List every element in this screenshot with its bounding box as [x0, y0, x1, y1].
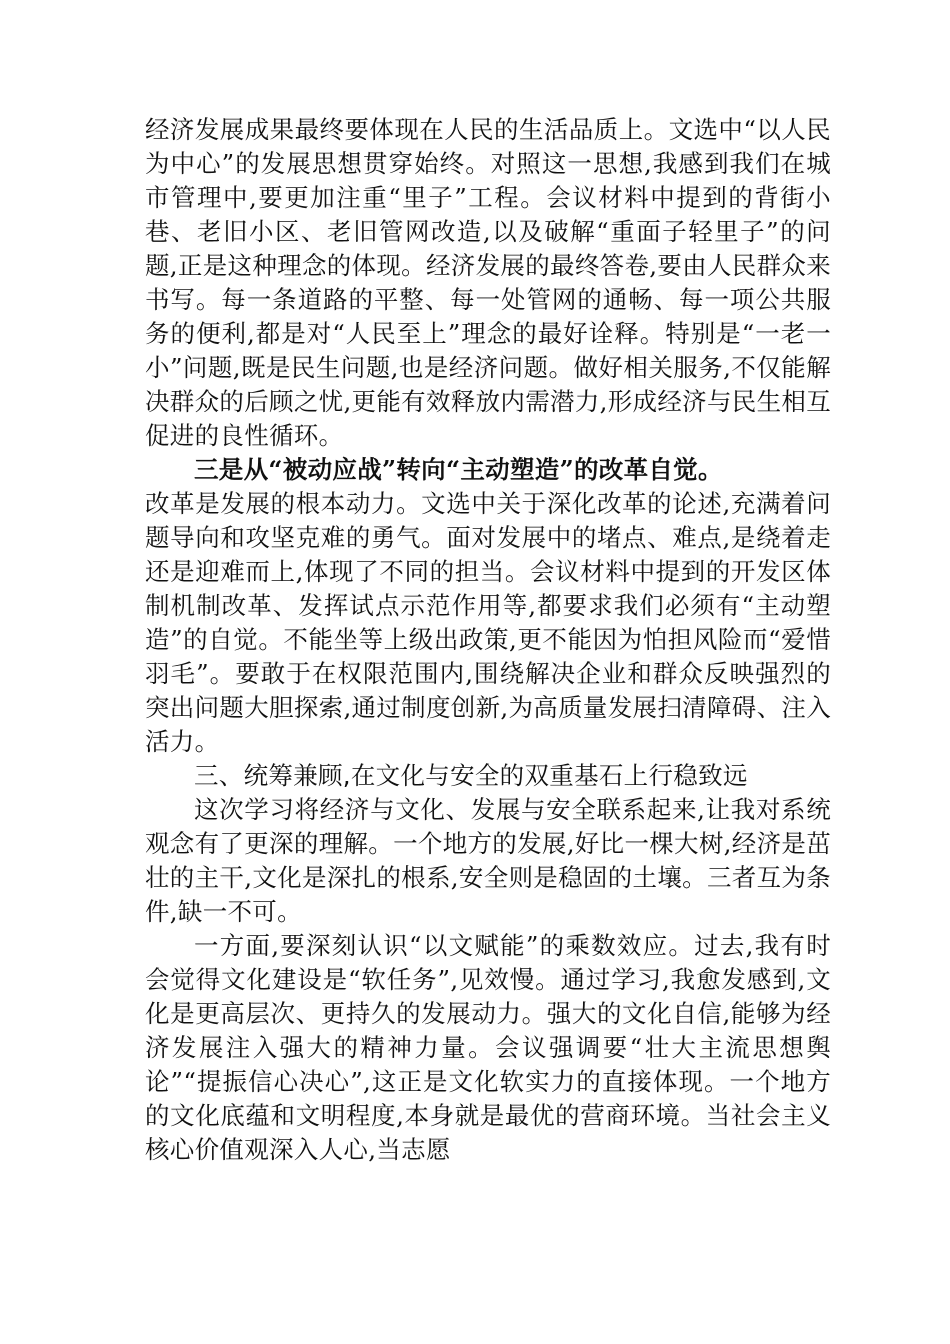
document-page [145, 113, 831, 1167]
point-3-paragraph [145, 453, 831, 759]
paragraph-people-centered: 经济发展成果最终要体现在人民的生活品质上。文选中“以人民为中心”的发展思想贯穿始终。对照这一思想,我感到我们在城市管理中,要更加注重“里子”工程。会议材料中提到的背街小巷、老旧小区、老旧管网改造,以及破解“重面子轻里子”的问题,正是这种理念的体现。经济发展的最终答卷,要由人民群众来书写。每一条道路的平整、每一处管网的通畅、每一项公共服务的便利,都是对“人民至上”理念的最好诠释。特别是“一老一小”问题,既是民生问题,也是经济问题。做好相关服务,不仅能解决群众的后顾之忧,更能有效释放内需潜力,形成经济与民生相互促进的良性循环。 [145, 115, 831, 450]
point-3-heading: 三是从“被动应战”转向“主动塑造”的改革自觉。 [194, 455, 723, 484]
section-3-heading: 三、统筹兼顾,在文化与安全的双重基石上行稳致远 [194, 761, 748, 790]
paragraph-section-3-intro: 这次学习将经济与文化、发展与安全联系起来,让我对系统观念有了更深的理解。一个地方的发展,好比一棵大树,经济是茁壮的主干,文化是深扎的根系,安全则是稳固的土壤。三者互为条件,缺一不可。 [145, 795, 831, 926]
point-3-body: 改革是发展的根本动力。文选中关于深化改革的论述,充满着问题导向和攻坚克难的勇气。面对发展中的堵点、难点,是绕着走还是迎难而上,体现了不同的担当。会议材料中提到的开发区体制机制改革、发挥试点示范作用等,都要求我们必须有“主动塑造”的自觉。不能坐等上级出政策,更不能因为怕担风险而“爱惜羽毛”。要敢于在权限范围内,围绕解决企业和群众反映强烈的突出问题大胆探索,通过制度创新,为高质量发展扫清障碍、注入活力。 [145, 489, 831, 756]
paragraph-culture-empowerment: 一方面,要深刻认识“以文赋能”的乘数效应。过去,我有时会觉得文化建设是“软任务”,见效慢。通过学习,我愈发感到,文化是更高层次、更持久的发展动力。强大的文化自信,能够为经济发展注入强大的精神力量。会议强调要“壮大主流思想舆论”“提振信心决心”,这正是文化软实力的直接体现。一个地方的文化底蕴和文明程度,本身就是最优的营商环境。当社会主义核心价值观深入人心,当志愿 [145, 931, 831, 1164]
